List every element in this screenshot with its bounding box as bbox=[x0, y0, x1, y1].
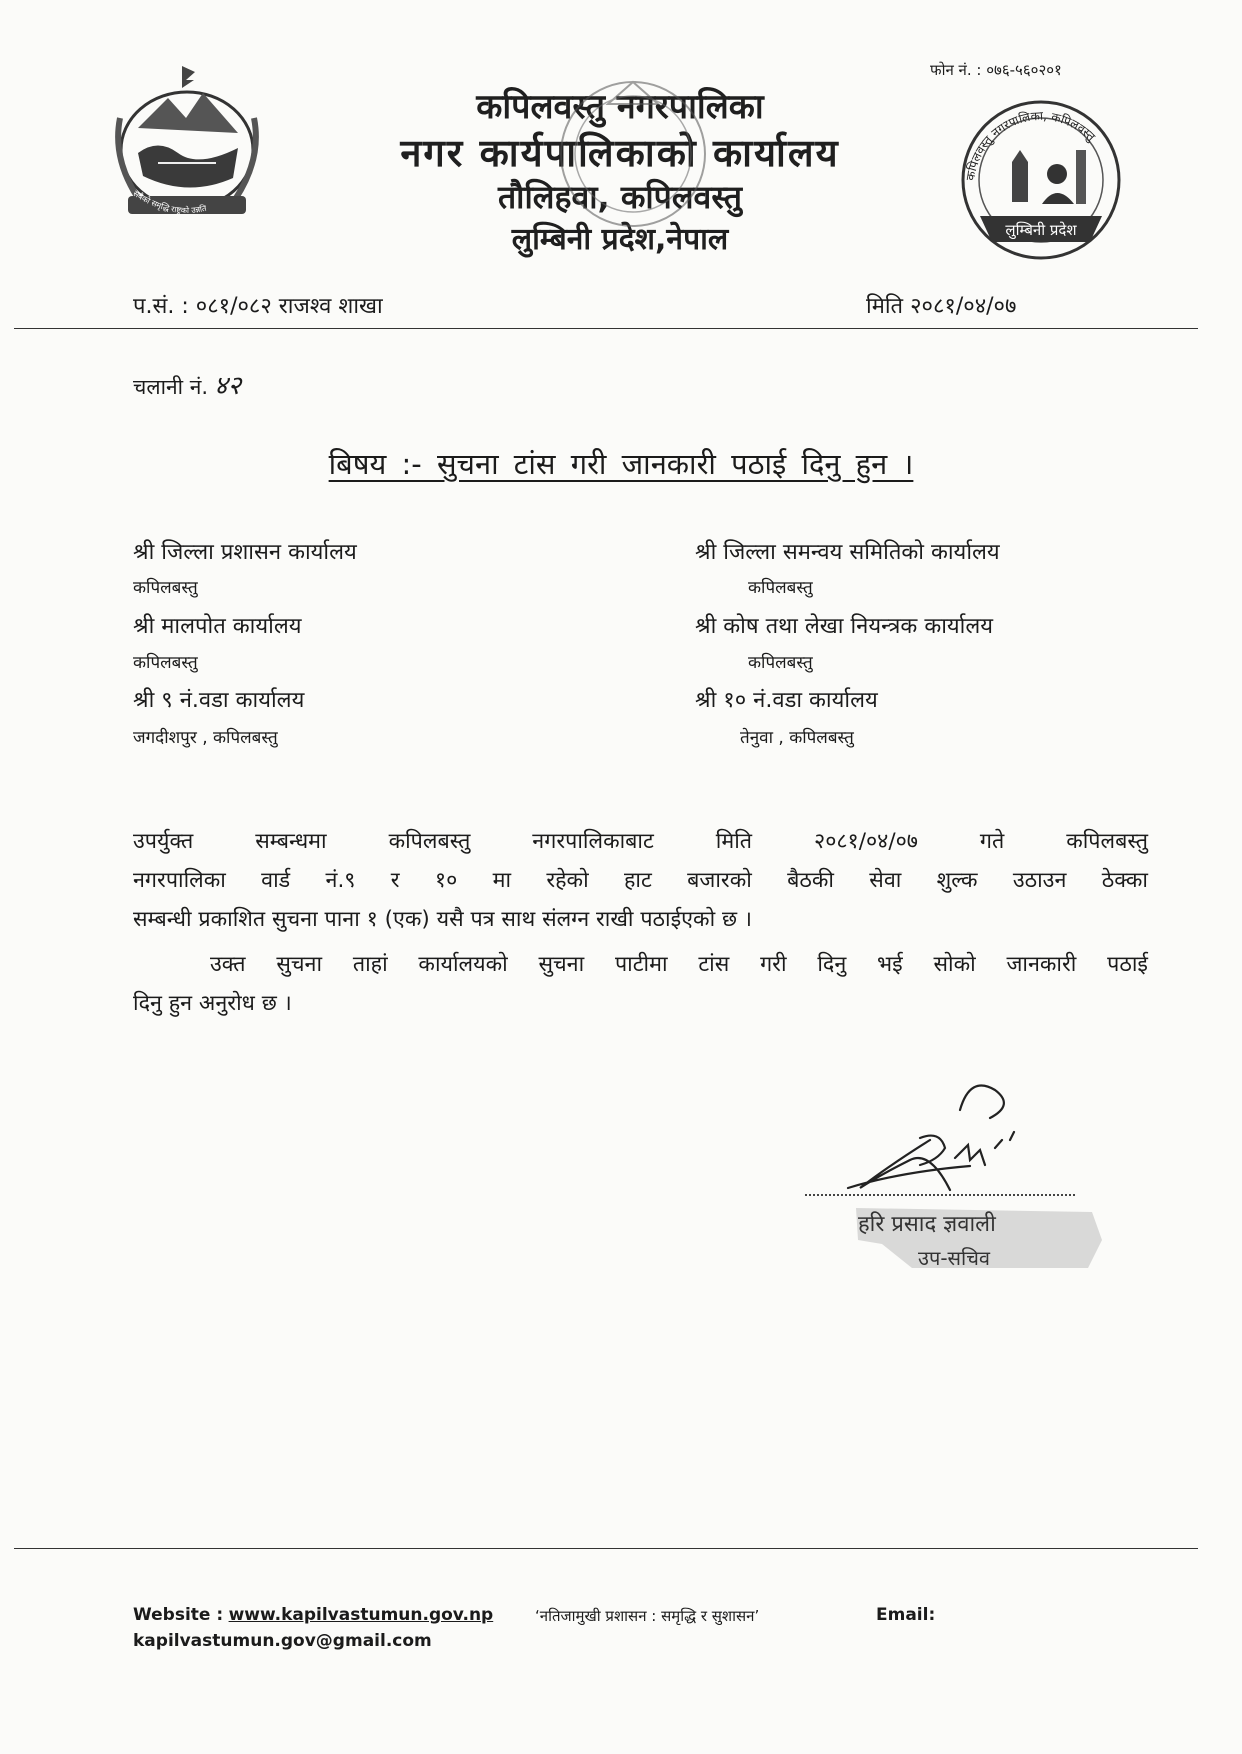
body-paragraph-2-line: दिनु हुन अनुरोध छ । bbox=[133, 991, 292, 1016]
seal-ring-text: कपिलवस्तु नगरपालिका, कपिलवस्तु bbox=[963, 108, 1099, 182]
dispatch-value: ४२ bbox=[214, 371, 242, 401]
recipient-name: श्री जिल्ला समन्वय समितिको कार्यालय bbox=[695, 540, 1000, 565]
municipality-seal-icon bbox=[952, 92, 1130, 262]
recipient-name: श्री १० नं.वडा कार्यालय bbox=[695, 688, 878, 713]
seal-banner: लुम्बिनी प्रदेश bbox=[1005, 221, 1077, 239]
signatory-name: हरि प्रसाद ज्ञवाली bbox=[858, 1212, 996, 1237]
recipient-location: जगदीशपुर , कपिलबस्तु bbox=[133, 728, 278, 748]
letter-number: प.सं. : ०८१/०८२ राजश्व शाखा bbox=[133, 294, 383, 319]
header-divider bbox=[14, 328, 1198, 329]
body-paragraph-2-line: उक्त सुचना ताहां कार्यालयको सुचना पाटीमा टांस गरी दिनु भई सोको जानकारी पठाई bbox=[210, 952, 1148, 977]
website-label: Website : bbox=[133, 1605, 224, 1625]
recipient-name: श्री कोष तथा लेखा नियन्त्रक कार्यालय bbox=[695, 614, 994, 639]
dispatch-label: चलानी नं. bbox=[133, 375, 209, 399]
body-paragraph-1-line: नगरपालिका वार्ड नं.९ र १० मा रहेको हाट बजारको बैठकी सेवा शुल्क उठाउन ठेक्का bbox=[133, 868, 1148, 893]
footer-email-label bbox=[876, 1605, 935, 1625]
recipient-location: कपिलबस्तु bbox=[133, 653, 198, 673]
footer-email[interactable] bbox=[133, 1631, 432, 1651]
municipality-name: कपिलवस्तु नगरपालिका bbox=[476, 87, 764, 127]
email-address[interactable]: kapilvastumun.gov@gmail.com bbox=[133, 1631, 432, 1651]
subject-line: बिषय :- सुचना टांस गरी जानकारी पठाई दिनु हुन । bbox=[328, 447, 914, 481]
footer-divider bbox=[14, 1548, 1198, 1549]
letter-date: मिति २०८१/०४/०७ bbox=[866, 294, 1017, 319]
emblem-motto: सबैको समृद्धि राष्ट्रको उन्नति bbox=[131, 188, 208, 216]
dispatch-number bbox=[133, 366, 241, 402]
office-name: नगर कार्यपालिकाको कार्यालय bbox=[400, 131, 840, 175]
recipient-name: श्री ९ नं.वडा कार्यालय bbox=[133, 688, 305, 713]
recipient-name: श्री जिल्ला प्रशासन कार्यालय bbox=[133, 540, 357, 565]
recipient-location: तेनुवा , कपिलबस्तु bbox=[740, 728, 854, 748]
footer-website bbox=[133, 1605, 493, 1625]
province-country: लुम्बिनी प्रदेश,नेपाल bbox=[511, 222, 729, 257]
office-round-stamp bbox=[548, 64, 718, 244]
phone-number: फोन नं. : ०७६-५६०२०१ bbox=[930, 61, 1062, 79]
email-label: Email: bbox=[876, 1605, 936, 1625]
nepal-emblem-icon bbox=[98, 58, 276, 228]
signatory-title: उप-सचिव bbox=[918, 1246, 991, 1270]
body-paragraph-1-line: उपर्युक्त सम्बन्धमा कपिलबस्तु नगरपालिकाबाट मिति २०८१/०४/०७ गते कपिलबस्तु bbox=[133, 829, 1148, 854]
recipient-name: श्री मालपोत कार्यालय bbox=[133, 614, 302, 639]
recipient-location: कपिलबस्तु bbox=[748, 653, 813, 673]
signature-line bbox=[805, 1194, 1075, 1196]
office-location: तौलिहवा, कपिलवस्तु bbox=[497, 178, 743, 216]
body-paragraph-1-line: सम्बन्धी प्रकाशित सुचना पाना १ (एक) यसै पत्र साथ संलग्न राखी पठाईएको छ । bbox=[133, 907, 753, 932]
recipient-location: कपिलबस्तु bbox=[748, 578, 813, 598]
website-link[interactable]: www.kapilvastumun.gov.np bbox=[228, 1605, 494, 1625]
handwritten-signature bbox=[820, 1070, 1080, 1200]
recipient-location: कपिलबस्तु bbox=[133, 578, 198, 598]
footer-motto: ‘नतिजामुखी प्रशासन : समृद्धि र सुशासन’ bbox=[535, 1607, 760, 1625]
